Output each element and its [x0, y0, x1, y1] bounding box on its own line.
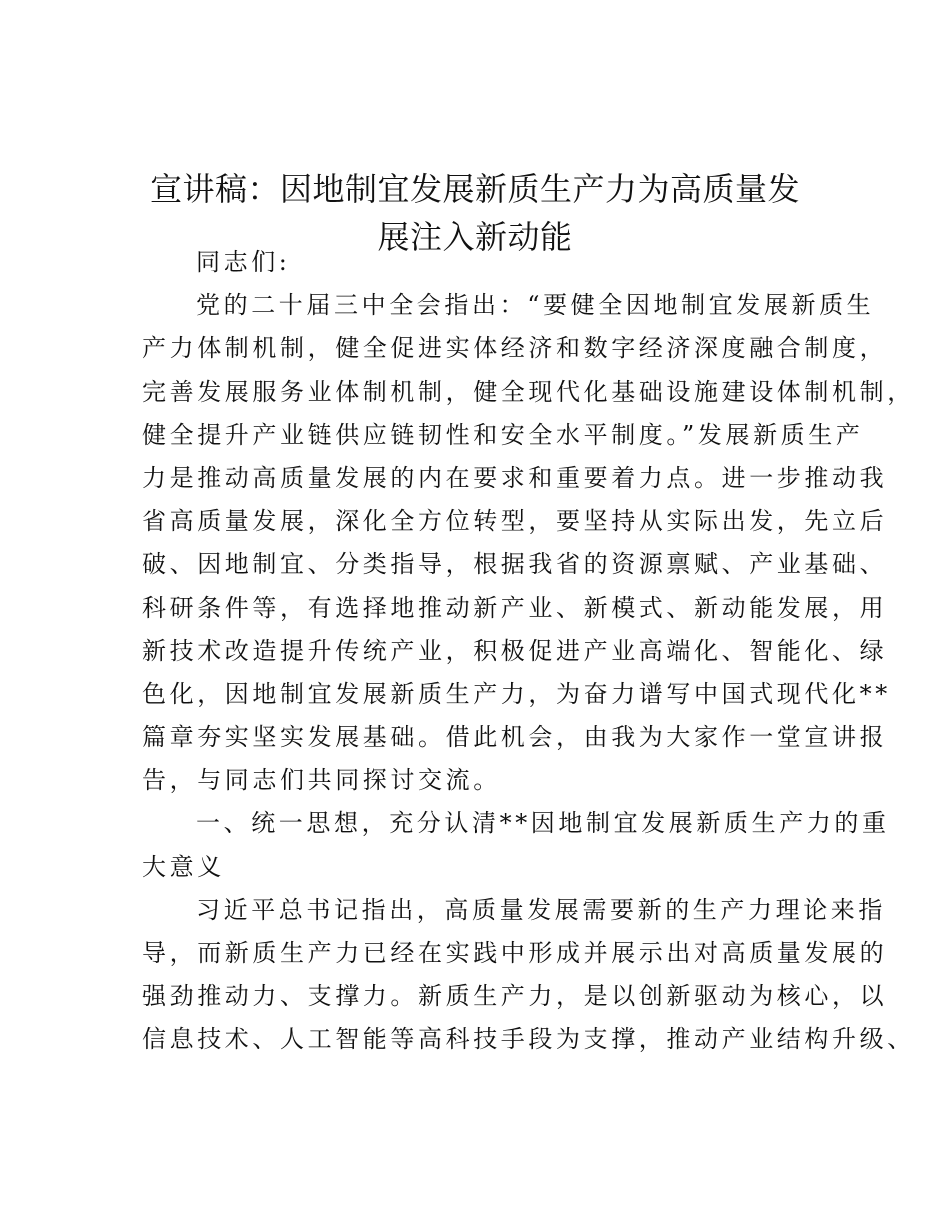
salutation [142, 241, 814, 284]
paragraph-line: 省高质量发展，深化全方位转型，要坚持从实际出发，先立后 [142, 507, 888, 536]
paragraph-line: 健全提升产业链供应链韧性和安全水平制度。”发展新质生产 [142, 420, 864, 449]
paragraph-line: 完善发展服务业体制机制，健全现代化基础设施建设体制机制， [142, 377, 915, 406]
paragraph-intro [142, 284, 915, 802]
paragraph-line: 告，与同志们共同探讨交流。 [142, 766, 501, 795]
paragraph-line: 色化，因地制宜发展新质生产力，为奋力谱写中国式现代化** [142, 679, 891, 708]
heading-line: 大意义 [142, 852, 225, 881]
paragraph-line: 力是推动高质量发展的内在要求和重要着力点。进一步推动我 [142, 463, 888, 492]
salutation-text: 同志们: [196, 248, 291, 276]
paragraph-line: 新技术改造提升传统产业，积极促进产业高端化、智能化、绿 [142, 636, 888, 665]
paragraph-line: 产力体制机制，健全促进实体经济和数字经济深度融合制度， [142, 334, 888, 363]
paragraph-line: 信息技术、人工智能等高科技手段为支撑，推动产业结构升级、 [142, 1025, 915, 1054]
paragraph-line: 习近平总书记指出，高质量发展需要新的生产力理论来指 [196, 895, 886, 924]
paragraph-line: 党的二十届三中全会指出：“要健全因地制宜发展新质生 [196, 291, 875, 320]
paragraph-line: 强劲推动力、支撑力。新质生产力，是以创新驱动为核心，以 [142, 982, 888, 1011]
paragraph-line: 科研条件等，有选择地推动新产业、新模式、新动能发展，用 [142, 593, 888, 622]
heading-line: 一、统一思想，充分认清**因地制宜发展新质生产力的重 [196, 809, 890, 838]
paragraph-line: 篇章夯实坚实发展基础。借此机会，由我为大家作一堂宣讲报 [142, 723, 888, 752]
paragraph-line: 导，而新质生产力已经在实践中形成并展示出对高质量发展的 [142, 939, 888, 967]
section-heading-1 [142, 802, 890, 888]
document-body [142, 241, 915, 1062]
paragraph-section-1 [142, 889, 915, 1062]
title-line-2: 展注入新动能 [377, 218, 573, 256]
paragraph-line: 破、因地制宜、分类指导，根据我省的资源禀赋、产业基础、 [142, 550, 888, 579]
title-line-1: 宣讲稿：因地制宜发展新质生产力为高质量发 [149, 170, 800, 208]
